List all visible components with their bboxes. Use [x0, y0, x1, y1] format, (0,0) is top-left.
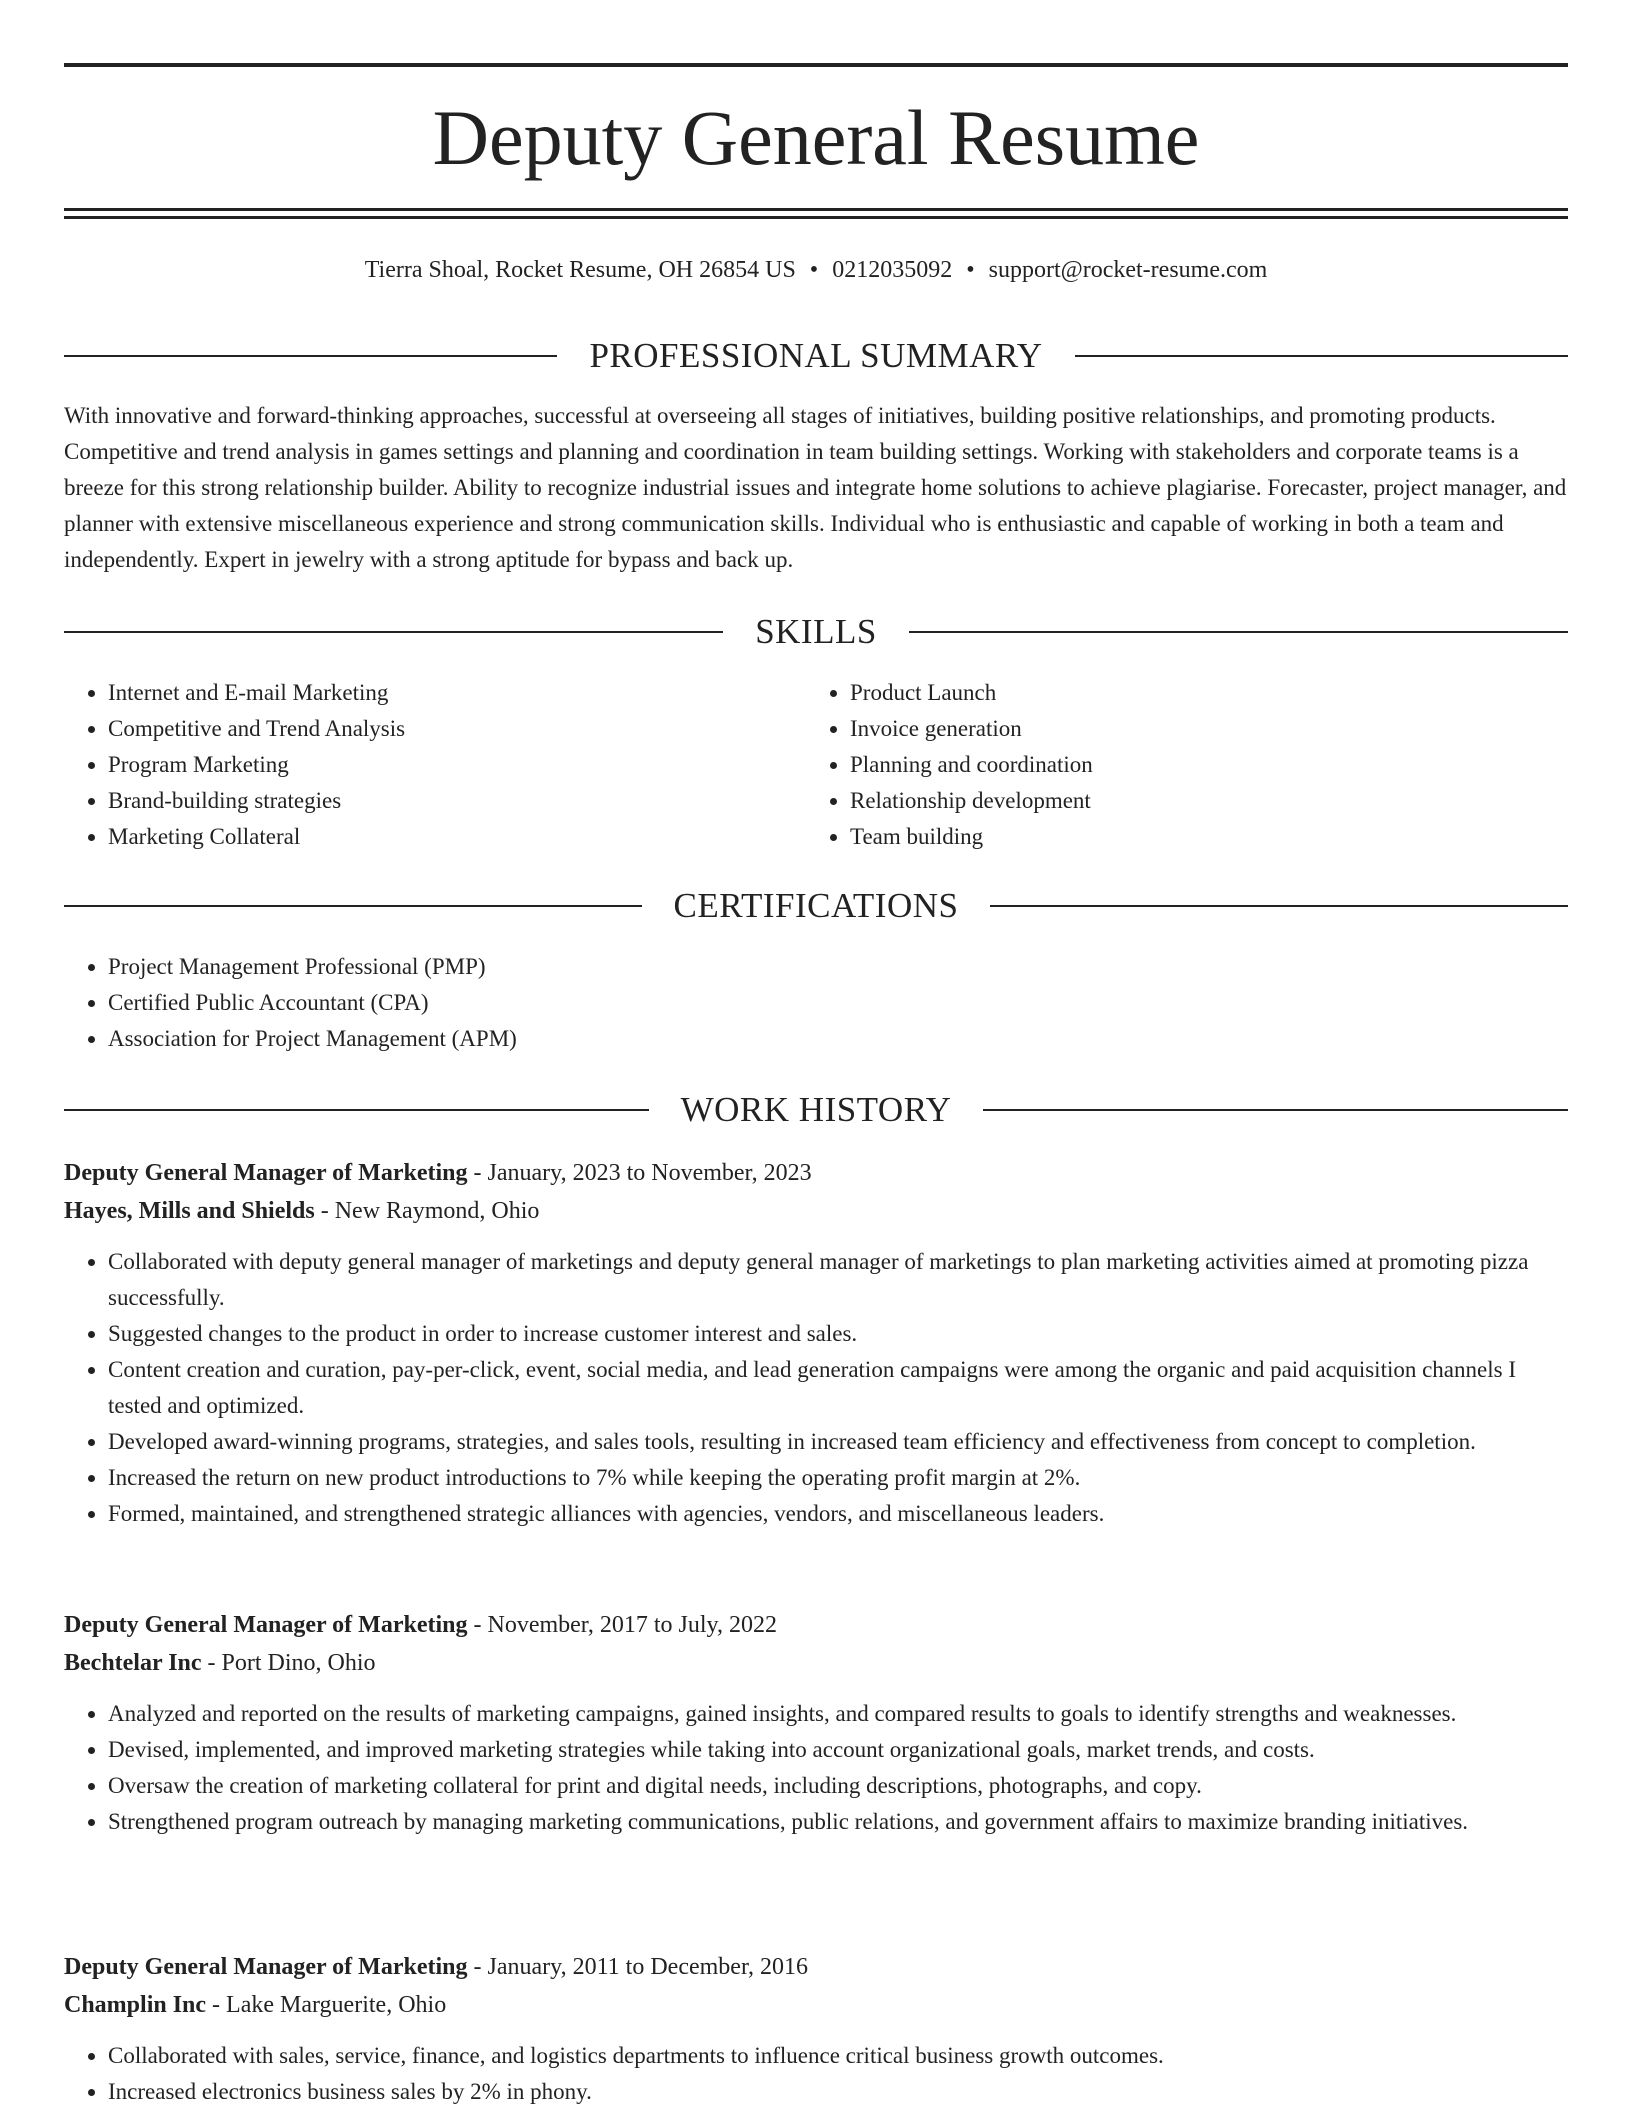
job-bullet: • Developed award-winning programs, strategies, and sales tools, resulting in increased team efficiency and effectiveness from concept to completion. [108, 1424, 1568, 1460]
contact-line [64, 252, 1568, 288]
job-bullet: • Suggested changes to the product in order to increase customer interest and sales. [108, 1316, 1568, 1352]
skills-column-right [806, 675, 1546, 855]
job-company: Hayes, Mills and Shields [64, 1198, 315, 1224]
section-rule [64, 905, 642, 907]
job-location: - New Raymond, Ohio [314, 1198, 540, 1224]
contact-address: Tierra Shoal, Rocket Resume, OH 26854 US [364, 257, 796, 283]
skills-column-left [64, 675, 804, 855]
job-entry [64, 1154, 1568, 1532]
skill-item: • Marketing Collateral [108, 819, 804, 855]
section-title: WORK HISTORY [680, 1090, 952, 1129]
contact-separator: • [966, 257, 975, 283]
job-title-line [64, 1948, 1568, 1986]
section-title: SKILLS [755, 612, 877, 651]
skill-item: • Internet and E-mail Marketing [108, 675, 804, 711]
summary-text: With innovative and forward-thinking approaches, successful at overseeing all stages of initiatives, building positive relationships, and promoting products. Competitive and trend analysis in games settings and planning and coordination in team building settings. Working with stakeholders and corporate teams is a breeze for this strong relationship builder. Ability to recognize industrial issues and integrate home solutions to achieve plagiarise. Forecaster, project manager, and planner with extensive miscellaneous experience and strong communication skills. Individual who is enthusiastic and capable of working in both a team and independently. Expert in jewelry with a strong aptitude for bypass and back up. [64, 403, 1567, 572]
job-bullet: • Increased electronics business sales by 2% in phony. [108, 2074, 1568, 2110]
certification-item: • Project Management Professional (PMP) [108, 949, 1568, 985]
job-location: - Port Dino, Ohio [201, 1650, 376, 1676]
job-location: - Lake Marguerite, Ohio [206, 1992, 447, 2018]
job-role: Deputy General Manager of Marketing [64, 1954, 468, 1980]
job-bullet: • Collaborated with deputy general manager of marketings and deputy general manager of marketings to plan marketing activities aimed at promoting pizza successfully. [108, 1244, 1568, 1316]
section-rule [983, 1109, 1568, 1111]
section-rule [64, 355, 557, 357]
certification-item: • Association for Project Management (APM) [108, 1021, 1568, 1057]
section-rule [909, 631, 1568, 633]
section-header-skills [64, 610, 1568, 654]
job-company: Champlin Inc [64, 1992, 207, 2018]
job-company-line [64, 1986, 1568, 2024]
skill-item: • Team building [850, 819, 1546, 855]
job-bullet: • Oversaw the creation of marketing collateral for print and digital needs, including descriptions, photographs, and copy. [108, 1768, 1568, 1804]
job-company-line [64, 1192, 1568, 1230]
skill-item: • Invoice generation [850, 711, 1546, 747]
section-rule [64, 631, 723, 633]
certifications-list [64, 949, 1568, 1057]
job-role: Deputy General Manager of Marketing [64, 1160, 468, 1186]
contact-email: support@rocket-resume.com [988, 257, 1268, 283]
top-rule [64, 63, 1568, 67]
job-company: Bechtelar Inc [64, 1650, 202, 1676]
section-header-certifications [64, 884, 1568, 928]
contact-phone: 0212035092 [832, 257, 953, 283]
section-rule [1075, 355, 1568, 357]
job-entry [64, 1948, 1568, 2110]
skill-item: • Product Launch [850, 675, 1546, 711]
skill-item: • Brand-building strategies [108, 783, 804, 819]
section-title: CERTIFICATIONS [673, 886, 959, 925]
job-dates: - January, 2011 to December, 2016 [467, 1954, 808, 1980]
certification-item: • Certified Public Accountant (CPA) [108, 985, 1568, 1021]
job-role: Deputy General Manager of Marketing [64, 1612, 468, 1638]
skill-item: • Relationship development [850, 783, 1546, 819]
job-bullet: • Collaborated with sales, service, finance, and logistics departments to influence critical business growth outcomes. [108, 2038, 1568, 2074]
job-dates: - November, 2017 to July, 2022 [467, 1612, 777, 1638]
section-title: PROFESSIONAL SUMMARY [589, 336, 1043, 375]
job-company-line [64, 1644, 1568, 1682]
job-bullet: • Content creation and curation, pay-per-click, event, social media, and lead generation campaigns were among the organic and paid acquisition channels I tested and optimized. [108, 1352, 1568, 1424]
job-bullet: • Analyzed and reported on the results of marketing campaigns, gained insights, and compared results to goals to identify strengths and weaknesses. [108, 1696, 1568, 1732]
title-rule-upper [64, 208, 1568, 211]
section-header-work-history [64, 1088, 1568, 1132]
title-rule-lower [64, 216, 1568, 219]
job-bullet: • Increased the return on new product introductions to 7% while keeping the operating profit margin at 2%. [108, 1460, 1568, 1496]
resume-title: Deputy General Resume [432, 94, 1200, 181]
job-dates: - January, 2023 to November, 2023 [467, 1160, 812, 1186]
job-title-line [64, 1154, 1568, 1192]
job-title-line [64, 1606, 1568, 1644]
skill-item: • Program Marketing [108, 747, 804, 783]
job-entry [64, 1606, 1568, 1840]
job-bullet: • Devised, implemented, and improved marketing strategies while taking into account organizational goals, market trends, and costs. [108, 1732, 1568, 1768]
section-rule [990, 905, 1568, 907]
skill-item: • Planning and coordination [850, 747, 1546, 783]
contact-separator: • [809, 257, 819, 283]
skill-item: • Competitive and Trend Analysis [108, 711, 804, 747]
job-bullet: • Strengthened program outreach by managing marketing communications, public relations, and government affairs to maximize branding initiatives. [108, 1804, 1568, 1840]
job-bullet: • Formed, maintained, and strengthened strategic alliances with agencies, vendors, and miscellaneous leaders. [108, 1496, 1568, 1532]
section-rule [64, 1109, 649, 1111]
section-header-summary [64, 334, 1568, 378]
